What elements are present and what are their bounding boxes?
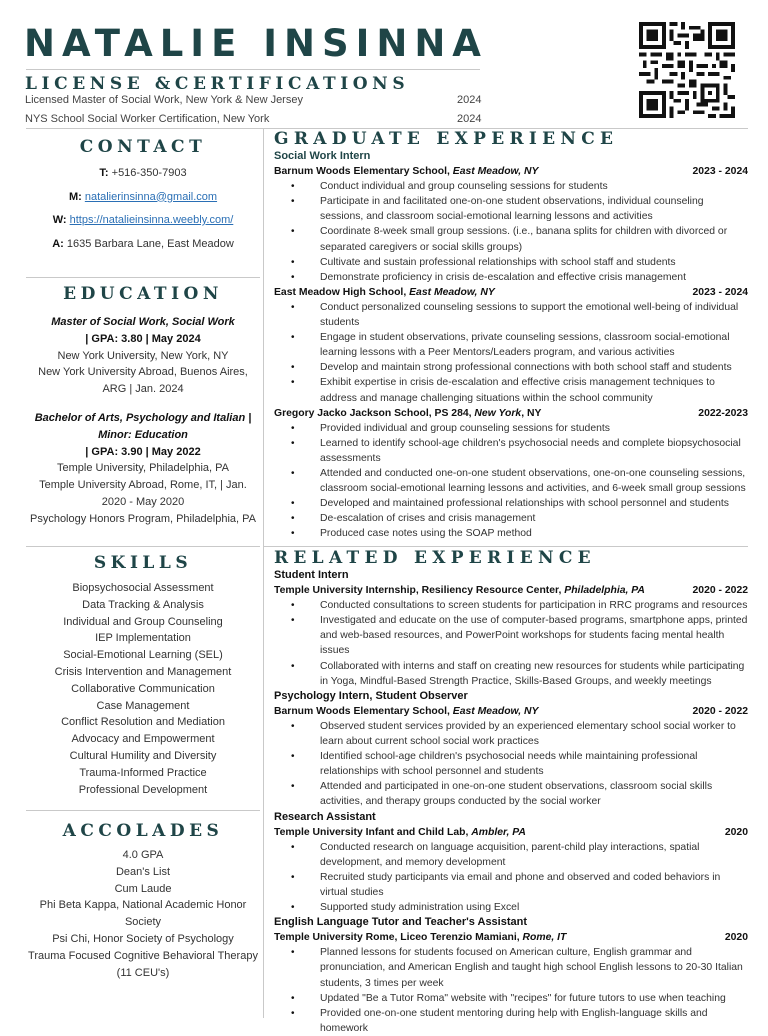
org-line [274,285,748,300]
license-section-title: LICENSE &CERTIFICATIONS [25,74,410,94]
role-title: English Language Tutor and Teacher's Assistant [274,916,528,929]
degree-gpa: | GPA: 3.80 | May 2024 [85,332,201,345]
bullet-item: • Produced case notes using the SOAP method [274,526,748,541]
degree: Bachelor of Arts, Psychology and Italian | Minor: Education [34,411,252,441]
website-link[interactable]: https://natalieinsinna.weebly.com/ [69,214,234,226]
skill-item: Social-Emotional Learning (SEL) [63,649,223,662]
org-location: Ambler, PA [471,826,526,838]
skill-item: Individual and Group Counseling [63,615,223,628]
phone-value[interactable]: +516-350-7903 [111,167,187,179]
contact-label: M: [68,190,82,203]
bullet-item: • Collaborated with interns and staff on creating new resources for students while participating in Yoga, Mindful-Based Strength Practice, Skills-Based Groups, and weekly meetings [274,659,748,689]
org-dates: 2020 - 2022 [692,585,748,597]
license-label: NYS School Social Worker Certification, New York [25,113,270,125]
org-location: East Meadow, NY [452,705,539,717]
accolades-list [26,847,260,981]
bullet-item: • Participate in and facilitated one-on-one student observations, individual counseling sessions, and classroom social-emotional learning lessons and activities [274,194,748,224]
bullet-list [274,598,748,689]
school-line: New York University, New York, NY [57,349,229,362]
org-line [274,583,748,598]
bullet-item: • Provided one-on-one student mentoring during help with English-language skills and homework [274,1006,748,1036]
skill-item: IEP Implementation [95,632,191,645]
education-title: EDUCATION [63,284,223,304]
degree: Master of Social Work, Social Work [51,316,235,328]
contact-phone [26,162,260,186]
org-name: Temple University Internship, Resiliency Resource Center, [274,585,562,597]
org-name: Barnum Woods Elementary School, [274,166,450,178]
org-line [274,406,748,421]
license-year: 2024 [457,94,482,106]
right-divider [264,546,748,547]
org-line [274,930,748,945]
bullet-list [274,719,748,810]
accolade-item: Trauma Focused Cognitive Behavioral Therapy (11 CEU's) [28,949,258,979]
accolade-item: Psi Chi, Honor Society of Psychology [52,932,234,945]
org-location: Philadelphia, PA [564,585,645,597]
org-dates: 2023 - 2024 [692,286,748,298]
graduate-experience [274,149,748,541]
skill-item: Biopsychosocial Assessment [72,582,214,594]
skill-item: Data Tracking & Analysis [82,598,204,611]
related-experience [274,568,748,1036]
role-title: Social Work Intern [274,150,371,162]
education-list [26,314,260,528]
school-line: Psychology Honors Program, Philadelphia, PA [29,512,257,525]
qr-code-icon[interactable] [637,22,737,118]
role-title: Research Assistant [274,810,376,823]
bullet-item: • Observed student services provided by an experienced elementary school social worker to learn about current school social work practices [274,719,748,749]
license-label: Licensed Master of Social Work, New York & New Jersey [25,94,303,106]
skills-list [26,580,260,798]
bullet-item: • Investigated and educate on the use of computer-based programs, smartphone apps, printed and web-based resources, and PowerPoint workshops for students facing mental health issues [274,613,748,658]
accolade-item: Cum Laude [114,882,172,895]
bullet-item: • Identified school-age children's psychosocial needs while maintaining professional relationships with school personnel and students [274,749,748,779]
accolade-item: Dean's List [115,865,171,878]
bullet-item: • De-escalation of crises and crisis management [274,511,748,526]
contact-list [26,162,260,256]
bullet-item: • Attended and participated in one-on-one student observations, classroom social skills activities, and therapy groups conducted by the social worker [274,779,748,809]
skill-item: Conflict Resolution and Mediation [61,716,225,729]
bullet-list [274,421,748,542]
column-divider [263,128,264,1018]
bullet-item: • Provided individual and group counseling sessions for students [274,421,748,436]
org-line [274,164,748,179]
bullet-item: • Recruited study participants via email and phone and observed and coded behaviors in virtual studies [274,870,748,900]
org-location: Rome, IT [522,932,567,944]
bullet-item: • Develop and maintain strong professional connections with both school staff and students [274,360,748,375]
skill-item: Trauma-Informed Practice [79,766,207,779]
license-row [25,113,485,125]
bullet-list [274,945,748,1036]
bullet-item: • Developed and maintained professional relationships with school personnel and students [274,496,748,511]
graduate-experience-title: GRADUATE EXPERIENCE [274,129,619,149]
org-line [274,704,748,719]
skill-item: Advocacy and Empowerment [71,733,215,746]
org-name: Temple University Infant and Child Lab, [274,826,469,838]
org-location-suffix: , NY [521,407,542,419]
bullet-item: • Conducted research on language acquisition, parent-child play interactions, spatial development, and memory development [274,840,748,870]
bullet-item: • Coordinate 8-week small group sessions. (i.e., banana splits for children with divorced or separated caregivers or social skills groups) [274,224,748,254]
accolades-title: ACCOLADES [62,821,224,841]
bullet-item: • Cultivate and sustain professional relationships with school staff and students [274,255,748,270]
bullet-item: • Updated "Be a Tutor Roma" website with "recipes" for future tutors to use when teaching [274,991,748,1006]
accolade-item: Phi Beta Kappa, National Academic Honor Society [39,899,247,929]
bullet-list [274,840,748,915]
header-divider [26,69,480,70]
school-line: New York University Abroad, Buenos Aires, ARG | Jan. 2024 [38,366,248,396]
bullet-item: • Engage in student observations, private counseling sessions, classroom social-emotional learning lessons with a Peer Mentors/Leaders program, and various activities [274,330,748,360]
resume-name: NATALIE INSINNA [24,22,488,65]
org-dates: 2020 [724,826,748,838]
contact-title: CONTACT [79,137,207,157]
role-title: Psychology Intern, Student Observer [274,689,468,702]
bullet-item: • Planned lessons for students focused on American culture, English grammar and pronunciation, and American English and taught high school English lessons to 20-30 Italian students, 3 times per week [274,945,748,990]
org-name: Temple University Rome, Liceo Terenzio Mamiani, [274,932,520,944]
org-dates: 2023 - 2024 [692,166,748,178]
skill-item: Professional Development [78,783,208,796]
bullet-item: • Learned to identify school-age children's psychosocial needs and complete biopsychosocial assessments [274,436,748,466]
contact-label: A: [52,237,64,250]
bullet-item: • Conduct personalized counseling sessions to support the emotional well-being of individual students [274,300,748,330]
school-line: Temple University, Philadelphia, PA [56,462,229,475]
license-year: 2024 [457,113,482,125]
related-experience-title: RELATED EXPERIENCE [274,548,596,568]
skill-item: Cultural Humility and Diversity [69,749,217,762]
skill-item: Collaborative Communication [71,682,215,695]
bullet-item: • Supported study administration using Excel [274,900,748,915]
bullet-item: • Exhibit expertise in crisis de-escalation and effective crisis management techniques to address and manage challenging situations within the school community [274,375,748,405]
org-location: New York [474,407,522,419]
left-divider [26,810,260,811]
org-location: East Meadow, NY [452,166,539,178]
skills-title: SKILLS [93,553,193,573]
org-dates: 2020 - 2022 [692,705,748,717]
left-divider [26,277,260,278]
org-name: Gregory Jacko Jackson School, PS 284, [274,407,472,419]
contact-email [26,186,260,210]
bullet-item: • Conducted consultations to screen students for participation in RRC programs and resources [274,598,748,613]
contact-address [26,233,260,257]
accolade-item: 4.0 GPA [122,849,164,861]
bullet-item: • Demonstrate proficiency in crisis de-escalation and effective crisis management [274,270,748,285]
address-value: 1635 Barbara Lane, East Meadow [66,237,234,250]
contact-label: T: [99,167,109,179]
bullet-list [274,300,748,406]
degree-gpa: | GPA: 3.90 | May 2022 [85,445,201,458]
skill-item: Crisis Intervention and Management [54,665,232,678]
role-title: Student Intern [274,569,349,581]
license-row [25,94,485,106]
org-line [274,825,748,840]
contact-label: W: [52,214,67,226]
bullet-list [274,179,748,285]
org-name: East Meadow High School, [274,286,407,298]
contact-website [26,209,260,233]
email-link[interactable]: natalierinsinna@gmail.com [84,190,218,203]
bullet-item: • Attended and conducted one-on-one student observations, one-on-one counseling sessions, classroom social-emotional learning lessons and activities, and 6-week small group sessions [274,466,748,496]
bullet-item: • Conduct individual and group counseling sessions for students [274,179,748,194]
school-line: Temple University Abroad, Rome, IT, | Jan. 2020 - May 2020 [39,479,247,508]
left-divider [26,546,260,547]
skill-item: Case Management [96,699,190,712]
org-dates: 2020 [724,932,748,944]
org-dates: 2022-2023 [698,407,748,419]
org-name: Barnum Woods Elementary School, [274,705,450,717]
org-location: East Meadow, NY [409,286,495,298]
